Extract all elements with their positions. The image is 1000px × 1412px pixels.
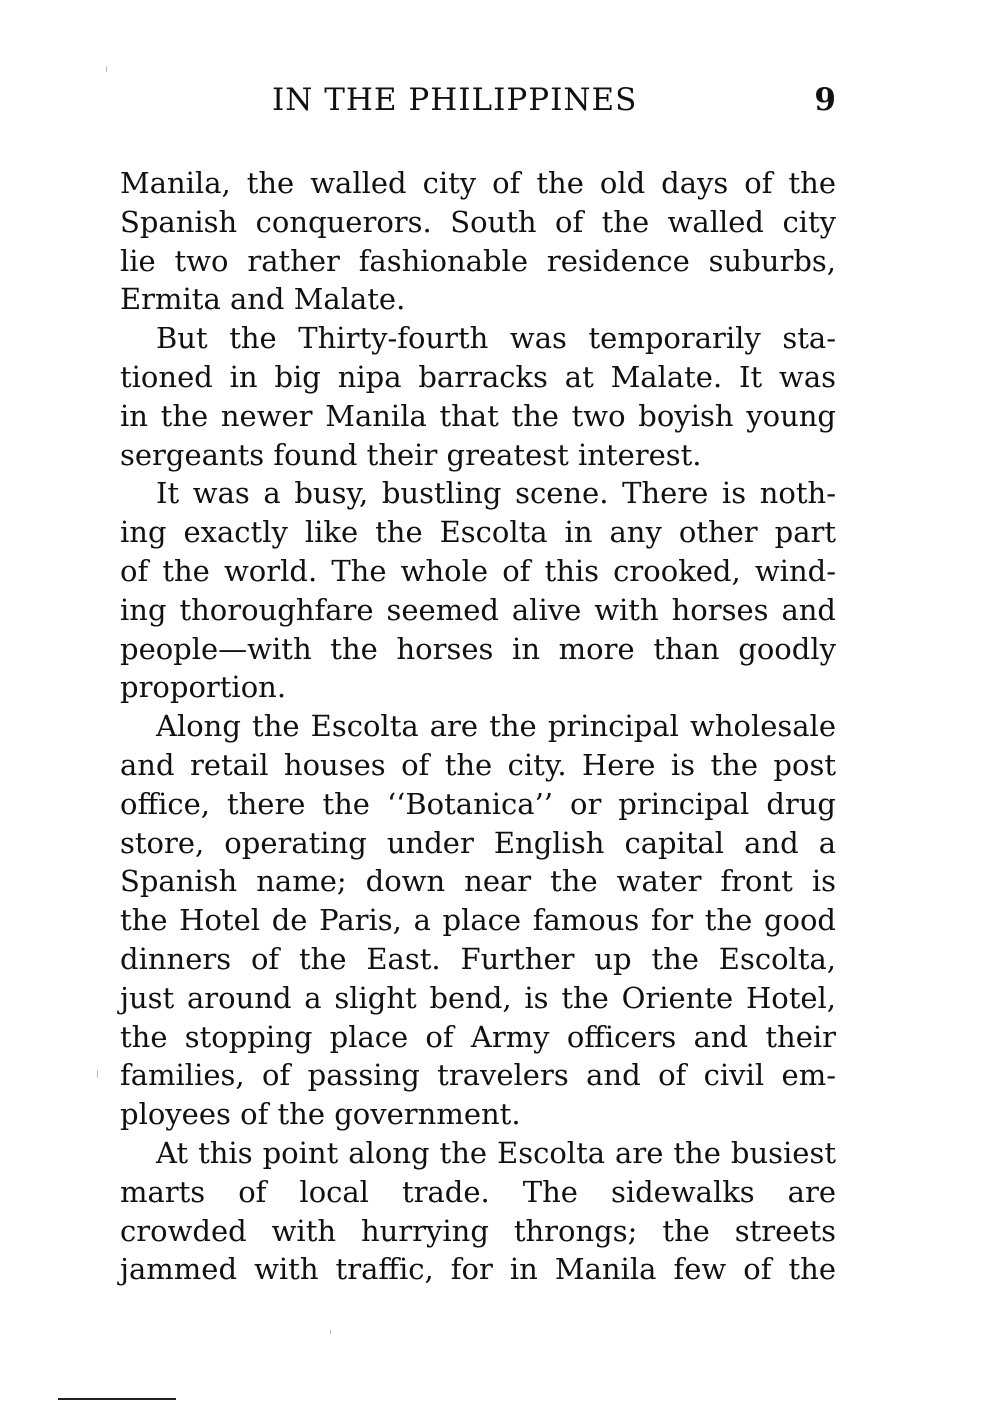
paper-speck — [330, 1330, 331, 1334]
text-line: ing thoroughfare seemed alive with horses and — [120, 592, 836, 627]
text-line: just around a slight bend, is the Oriente Hotel, — [120, 980, 836, 1015]
text-line: store, operating under English capital and a — [120, 825, 836, 860]
text-line: Ermita and Malate. — [120, 282, 406, 317]
footer-rule — [58, 1398, 176, 1400]
text-line: It was a busy, bustling scene. There is noth- — [156, 476, 836, 511]
paper-speck — [106, 66, 107, 72]
paragraph — [120, 474, 836, 707]
paragraph — [120, 164, 836, 319]
page-number: 9 — [814, 82, 836, 118]
text-line: people—with the horses in more than goodly — [120, 631, 836, 666]
text-line: ing exactly like the Escolta in any other part — [120, 515, 836, 550]
paper-speck — [97, 1070, 98, 1078]
text-line: proportion. — [120, 670, 287, 705]
text-line: tioned in big nipa barracks at Malate. It was — [120, 359, 836, 394]
text-line: marts of local trade. The sidewalks are — [120, 1174, 836, 1209]
text-line: jammed with traffic, for in Manila few of the — [120, 1252, 836, 1287]
paragraph — [120, 1134, 836, 1289]
text-line: At this point along the Escolta are the busiest — [156, 1135, 836, 1170]
text-line: sergeants found their greatest interest. — [120, 437, 702, 472]
text-line: lie two rather fashionable residence suburbs, — [120, 243, 836, 278]
text-line: the stopping place of Army officers and their — [120, 1019, 836, 1054]
text-line: But the Thirty-fourth was temporarily sta- — [156, 321, 836, 356]
text-line: Spanish name; down near the water front is — [120, 864, 836, 899]
text-line: crowded with hurrying throngs; the streets — [120, 1213, 836, 1248]
text-line: families, of passing travelers and of civil em- — [120, 1058, 836, 1093]
text-line: and retail houses of the city. Here is the post — [120, 747, 836, 782]
text-line: office, there the ‘‘Botanica’’ or principal drug — [120, 786, 836, 821]
text-line: Along the Escolta are the principal wholesale — [156, 709, 836, 744]
text-line: ployees of the government. — [120, 1097, 521, 1132]
text-line: of the world. The whole of this crooked, wind- — [120, 553, 836, 588]
running-title: IN THE PHILIPPINES — [272, 82, 638, 118]
text-line: the Hotel de Paris, a place famous for the good — [120, 903, 836, 938]
text-line: Manila, the walled city of the old days of the — [120, 166, 836, 200]
paragraph — [120, 707, 836, 1134]
paragraph — [120, 319, 836, 474]
body-text — [120, 164, 836, 1289]
text-line: dinners of the East. Further up the Escolta, — [120, 941, 836, 976]
text-line: Spanish conquerors. South of the walled city — [120, 204, 836, 239]
text-line: in the newer Manila that the two boyish young — [120, 398, 836, 433]
running-head — [120, 82, 836, 126]
